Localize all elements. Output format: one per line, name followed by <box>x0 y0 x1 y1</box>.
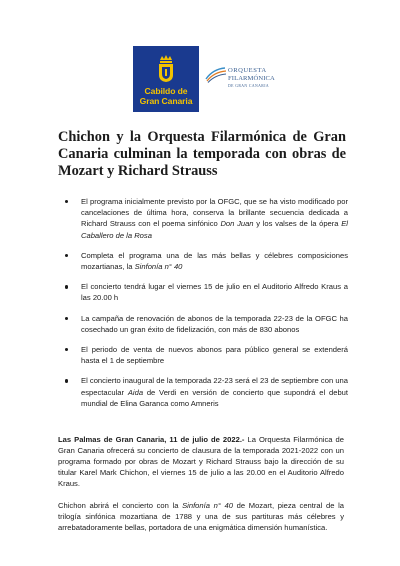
orchestra-mark-icon <box>205 65 227 83</box>
ofgc-logo <box>205 60 275 100</box>
body-paragraph-1: Las Palmas de Gran Canaria, 11 de julio de 2022.- La Orquesta Filarmónica de Gran Canaria ofrecerá su concierto de clausura de la temporada 2021-2022 con un programa formado por obras de Mozart y Richard Strauss bajo la dirección de su titular Karel Mark Chichon, el viernes 15 de julio a las 20.00 en el Auditorio Alfredo Kraus. <box>58 435 344 488</box>
bullet-icon <box>65 317 68 320</box>
cabildo-name-line2: Gran Canaria <box>139 96 193 106</box>
highlight-item: El periodo de venta de nuevos abonos para público general se extenderá hasta el 1 de septiembre <box>65 344 348 366</box>
cabildo-logo <box>133 46 199 112</box>
bullet-icon <box>65 348 68 351</box>
coat-of-arms-icon <box>157 53 175 83</box>
cabildo-name-line1: Cabildo de <box>144 86 188 96</box>
bullet-icon <box>65 200 68 203</box>
dateline: Las Palmas de Gran Canaria, 11 de julio de 2022.- <box>58 435 245 444</box>
highlight-item: El concierto tendrá lugar el viernes 15 de julio en el Auditorio Alfredo Kraus a las 20.00 h <box>65 281 348 303</box>
ofgc-name-line3: DE GRAN CANARIA <box>228 84 270 88</box>
ofgc-name-line2: FILARMÓNICA <box>228 75 275 82</box>
highlight-item: Completa el programa una de las más bellas y célebres composiciones mozartianas, la Sinfonía n° 40 <box>65 250 348 272</box>
highlight-item: El concierto inaugural de la temporada 22-23 será el 23 de septiembre con una espectacular Aida de Verdi en versión de concierto que supondrá el debut mundial de Elina Garanca como Amneris <box>65 375 348 409</box>
bullet-icon <box>65 379 68 382</box>
highlight-item: El programa inicialmente previsto por la OFGC, que se ha visto modificado por cancelaciones de última hora, conserva la brillante secuencia dedicada a Richard Strauss con el poema sinfónico Don Juan y los valses de la ópera El Caballero de la Rosa <box>65 196 348 241</box>
press-release-headline: Chichon y la Orquesta Filarmónica de Gran Canaria culminan la temporada con obras de Mozart y Richard Strauss <box>58 129 346 179</box>
bullet-icon <box>65 254 68 257</box>
ofgc-name-line1: ORQUESTA <box>228 67 267 74</box>
highlights-list <box>65 196 348 418</box>
body-paragraph-2: Chichon abrirá el concierto con la Sinfonía n° 40 de Mozart, pieza central de la trilogía sinfónica mozartiana de 1788 y una de sus partituras más célebres y arrebatadoramente bellas, portadora de una enigmática dimensión humanística. <box>58 501 344 532</box>
highlight-item: La campaña de renovación de abonos de la temporada 22-23 de la OFGC ha cosechado un gran éxito de fidelización, con más de 830 abonos <box>65 313 348 335</box>
bullet-icon <box>65 285 68 288</box>
header-logos <box>0 46 400 116</box>
